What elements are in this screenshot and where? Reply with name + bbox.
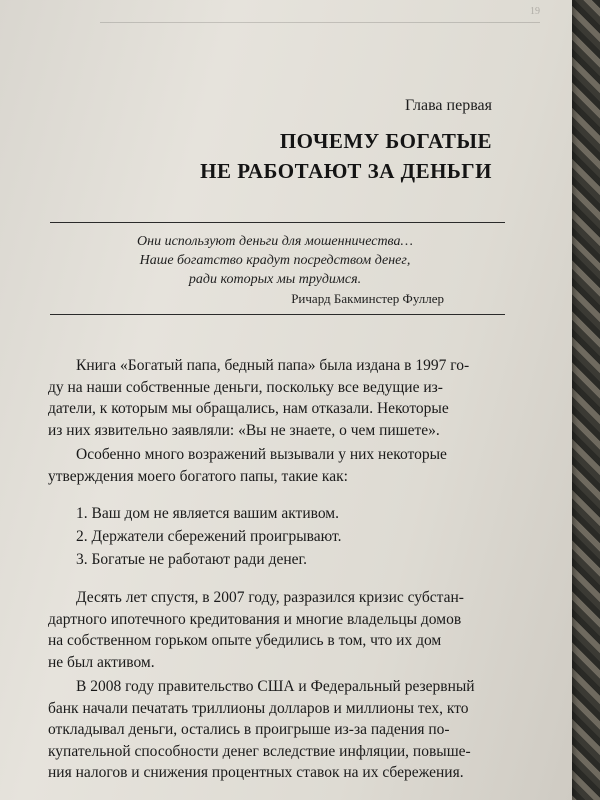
epigraph-author: Ричард Бакминстер Фуллер [291, 291, 444, 306]
list-item: 3. Богатые не работают ради денег. [76, 551, 308, 568]
chapter-label: Глава первая [404, 97, 492, 114]
epigraph [110, 232, 440, 289]
epigraph-line: ради которых мы трудимся. [188, 272, 362, 287]
text-line: утверждения моего богатого папы, такие как: [48, 467, 348, 485]
chapter-title [200, 126, 492, 186]
text-line: купательной способности денег вследствие инфляции, повыше- [48, 742, 471, 760]
divider-bottom [50, 314, 505, 315]
text-line: Книга «Богатый папа, бедный папа» была издана в 1997 го- [76, 357, 470, 374]
divider-top [50, 222, 505, 223]
chapter-title-line: ПОЧЕМУ БОГАТЫЕ [279, 129, 492, 153]
text-line: из них язвительно заявляли: «Вы не знаете, о чем пишете». [48, 421, 440, 439]
body-text [48, 355, 514, 784]
text-line: банк начали печатать триллионы долларов и миллионы тех, кто [48, 699, 469, 717]
text-line: на собственном горьком опыте убедились в том, что их дом [48, 632, 442, 649]
text-line: Особенно много возражений вызывали у них некоторые [76, 446, 447, 463]
paragraph [48, 444, 514, 487]
text-line: дартного ипотечного кредитования и многие владельцы домов [48, 610, 462, 628]
running-head [100, 6, 540, 23]
list-item: 2. Держатели сбережений проигрывают. [76, 528, 342, 545]
epigraph-line: Они используют деньги для мошенничества… [137, 234, 413, 249]
text-line: ду на наши собственные деньги, поскольку все ведущие из- [48, 378, 443, 396]
list [48, 502, 514, 571]
paragraph [48, 676, 514, 784]
text-line: датели, к которым мы обращались, нам отказали. Некоторые [48, 400, 449, 417]
paragraph [48, 355, 514, 441]
page-number: 19 [530, 6, 540, 17]
paragraph [48, 587, 514, 673]
text-line: ния налогов и снижения процентных ставок на их сбережения. [48, 764, 464, 781]
text-line: Десять лет спустя, в 2007 году, разразился кризис субстан- [76, 589, 464, 606]
list-item: 1. Ваш дом не является вашим активом. [76, 505, 339, 522]
text-line: откладывал деньги, остались в проигрыше из-за падения по- [48, 721, 450, 738]
text-line: не был активом. [48, 653, 155, 671]
text-line: В 2008 году правительство США и Федеральный резервный [76, 678, 475, 695]
epigraph-line: Наше богатство крадут посредством денег, [139, 253, 411, 268]
chapter-title-line: НЕ РАБОТАЮТ ЗА ДЕНЬГИ [200, 159, 492, 183]
